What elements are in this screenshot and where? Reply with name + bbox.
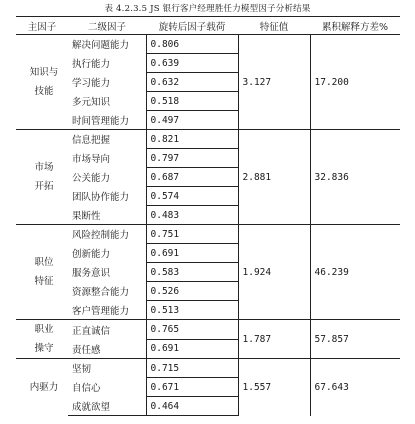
cumulative-variance-cell: 17.200 [310,35,400,130]
sub-factor-cell: 责任感 [68,339,146,359]
loading-cell: 0.526 [146,282,238,301]
main-factor-cell [16,35,68,130]
sub-factor-cell: 信息把握 [68,130,146,149]
header-row [16,17,400,35]
main-factor-label: 职业 操守 [34,324,54,354]
loading-cell: 0.691 [146,339,238,359]
sub-factor-cell: 创新能力 [72,249,111,260]
sub-factor-cell: 公关能力 [72,173,111,184]
main-factor-cell [16,130,68,225]
eigenvalue-cell: 1.787 [238,320,310,359]
table-row [16,320,400,340]
loading-cell: 0.483 [146,206,238,225]
loading-cell: 0.518 [146,92,238,111]
sub-factor-cell: 资源整合能力 [72,287,130,298]
sub-factor-cell: 自信心 [72,383,101,394]
main-factor-cell [16,320,68,359]
main-factor-label: 市场 开拓 [34,162,54,192]
eigenvalue-cell: 3.127 [238,35,310,130]
loading-cell: 0.464 [146,397,238,416]
header-main-factor: 主因子 [16,17,68,35]
loading-cell: 0.751 [146,225,238,244]
eigenvalue-cell: 1.557 [238,359,310,416]
table-row [16,359,400,378]
loading-cell: 0.806 [146,35,238,54]
main-factor-cell [16,359,68,416]
loading-cell: 0.765 [146,320,238,340]
main-factor-label: 职位 特征 [34,257,54,287]
loading-cell: 0.513 [146,301,238,320]
loading-cell: 0.583 [146,263,238,282]
loading-cell: 0.671 [146,378,238,397]
table-body [16,35,400,416]
loading-cell: 0.574 [146,187,238,206]
cumulative-variance-cell: 32.836 [310,130,400,225]
sub-factor-cell: 多元知识 [72,97,111,108]
sub-factor-cell: 果断性 [68,206,146,225]
loading-cell: 0.821 [146,130,238,149]
loading-cell: 0.687 [146,168,238,187]
loading-cell: 0.691 [146,244,238,263]
sub-factor-cell: 解决问题能力 [68,35,146,54]
sub-factor-cell: 学习能力 [72,78,111,89]
sub-factor-cell: 市场导向 [72,154,111,165]
cumulative-variance-cell: 57.857 [310,320,400,359]
header-rotated-loading: 旋转后因子载荷 [146,17,238,35]
header-sub-factor: 二级因子 [68,17,146,35]
loading-cell: 0.639 [146,54,238,73]
cumulative-variance-cell: 67.643 [310,359,400,416]
sub-factor-cell: 客户管理能力 [68,301,146,320]
sub-factor-cell: 正直诚信 [68,320,146,340]
main-factor-cell [16,225,68,320]
table-row [16,225,400,244]
table-row [16,130,400,149]
header-cumulative-variance: 累积解释方差% [310,17,400,35]
sub-factor-cell: 团队协作能力 [72,192,130,203]
sub-factor-cell: 成就欲望 [68,397,146,416]
loading-cell: 0.715 [146,359,238,378]
table-caption: 表 4.2.3.5 JS 银行客户经理胜任力模型因子分析结果 [104,4,311,14]
eigenvalue-cell: 1.924 [238,225,310,320]
factor-analysis-table [16,16,400,416]
table-row [16,35,400,54]
sub-factor-cell: 执行能力 [72,59,111,70]
sub-factor-cell: 坚韧 [68,359,146,378]
sub-factor-cell: 服务意识 [72,268,111,279]
loading-cell: 0.497 [146,111,238,130]
main-factor-label: 知识与 技能 [29,67,59,97]
cumulative-variance-cell: 46.239 [310,225,400,320]
loading-cell: 0.797 [146,149,238,168]
header-eigenvalue: 特征值 [238,17,310,35]
eigenvalue-cell: 2.881 [238,130,310,225]
main-factor-label: 内驱力 [29,381,59,393]
loading-cell: 0.632 [146,73,238,92]
sub-factor-cell: 时间管理能力 [68,111,146,130]
sub-factor-cell: 风险控制能力 [68,225,146,244]
